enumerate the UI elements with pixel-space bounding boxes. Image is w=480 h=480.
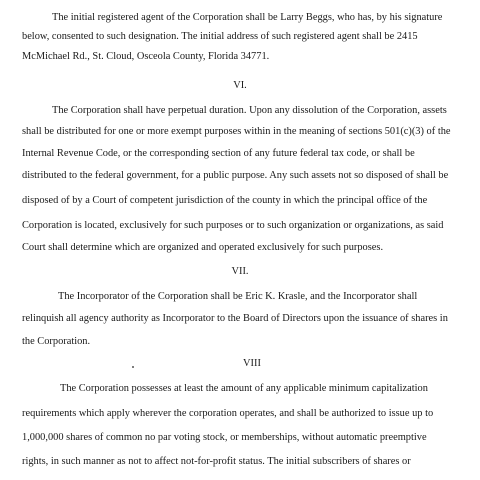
article-vi-line-5: disposed of by a Court of competent jurisdiction of the county in which the principal office of the: [22, 195, 428, 206]
article-vii-line-3: the Corporation.: [22, 336, 91, 347]
article-vi-line-1: The Corporation shall have perpetual duration. Upon any dissolution of the Corporation, assets: [52, 105, 447, 116]
article-vi-line-4: distributed to the federal government, for a public purpose. Any such assets not so disposed of shall be: [22, 170, 449, 181]
article-viii-line-2: requirements which apply wherever the corporation operates, and shall be authorized to issue up to: [22, 408, 434, 419]
article-heading-vii: VII.: [231, 266, 249, 277]
article-vi-line-3: Internal Revenue Code, or the corresponding section of any future federal tax code, or shall be: [22, 148, 415, 159]
paragraph-1-line-1: The initial registered agent of the Corporation shall be Larry Beggs, who has, by his signature: [52, 12, 443, 23]
article-vi-line-6: Corporation is located, exclusively for such purposes or to such organization or organizations, as said: [22, 220, 444, 231]
paragraph-1-line-2: below, consented to such designation. The initial address of such registered agent shall be 2415: [22, 31, 418, 42]
article-heading-viii: VIII: [243, 358, 261, 369]
article-viii-line-1: The Corporation possesses at least the amount of any applicable minimum capitalization: [60, 383, 428, 394]
paragraph-1-line-3: McMichael Rd., St. Cloud, Osceola County, Florida 34771.: [22, 51, 270, 62]
article-vi-line-2: shall be distributed for one or more exempt purposes within in the meaning of sections 501(c)(3) of the: [22, 126, 451, 137]
article-vi-line-7: Court shall determine which are organized and operated exclusively for such purposes.: [22, 242, 384, 253]
article-vii-line-2: relinquish all agency authority as Incorporator to the Board of Directors upon the issuance of shares in: [22, 313, 448, 324]
article-vii-line-1: The Incorporator of the Corporation shall be Eric K. Krasle, and the Incorporator shall: [58, 291, 418, 302]
article-viii-line-3: 1,000,000 shares of common no par voting stock, or memberships, without automatic preemptive: [22, 432, 427, 443]
article-heading-vi: VI.: [233, 80, 247, 91]
article-viii-line-4: rights, in such manner as not to affect not-for-profit status. The initial subscribers of shares or: [22, 456, 411, 467]
